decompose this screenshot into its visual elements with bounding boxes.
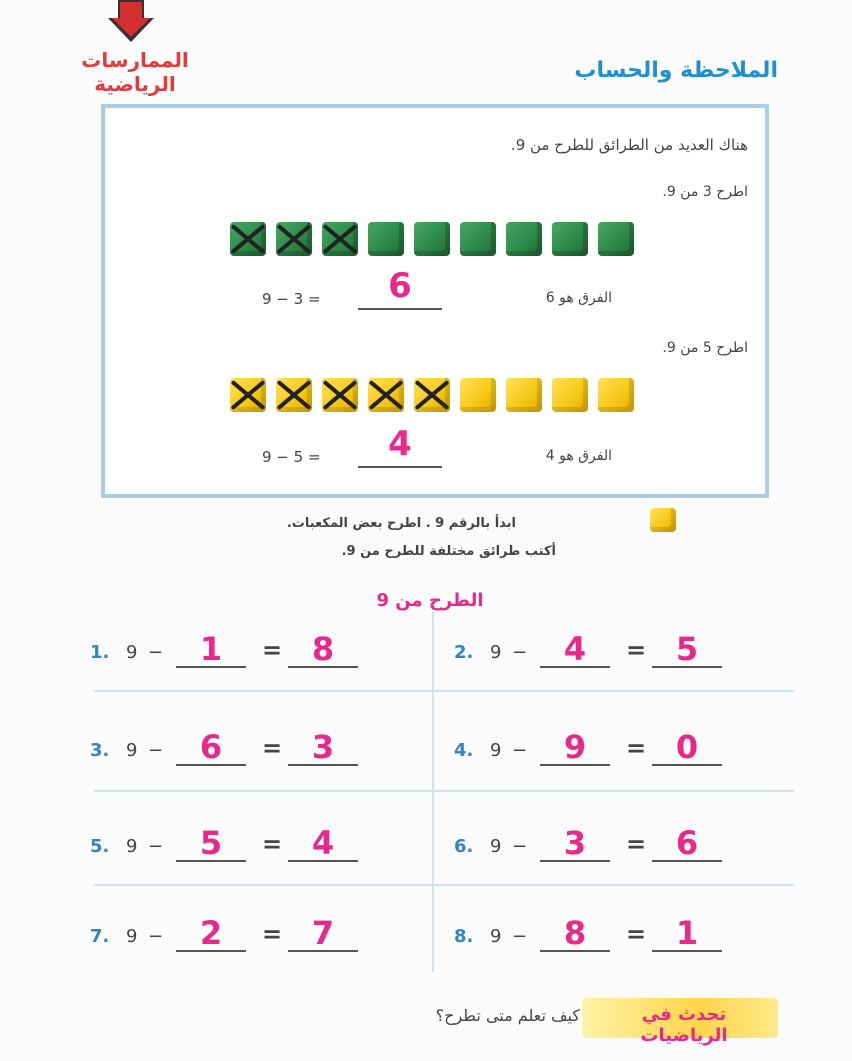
cube bbox=[460, 222, 496, 256]
minuend: 9 bbox=[126, 642, 138, 663]
subtrahend-answer: 2 bbox=[176, 916, 246, 952]
difference-answer: 6 bbox=[652, 826, 722, 862]
crossed-cube bbox=[322, 222, 358, 256]
difference-answer: 0 bbox=[652, 730, 722, 766]
down-arrow-head-fill bbox=[112, 18, 150, 37]
minus-sign: − bbox=[148, 642, 164, 663]
exercise-item bbox=[90, 730, 390, 770]
equals-sign: = bbox=[626, 830, 647, 858]
exercise-number: 7. bbox=[90, 926, 110, 947]
exercise-item bbox=[90, 916, 390, 956]
minus-sign: − bbox=[512, 740, 528, 761]
exercise-item bbox=[454, 916, 754, 956]
exercise-item bbox=[454, 826, 754, 866]
exercise-number: 4. bbox=[454, 740, 474, 761]
minuend: 9 bbox=[490, 926, 502, 947]
row-divider bbox=[94, 690, 794, 692]
cube bbox=[506, 378, 542, 412]
math-practices-label: الممارسات الرياضية bbox=[81, 48, 189, 96]
example2-answer: 4 bbox=[358, 422, 442, 468]
crossed-cube bbox=[230, 378, 266, 412]
minuend: 9 bbox=[126, 740, 138, 761]
example1-difference: الفرق هو 6 bbox=[545, 290, 612, 306]
example2-difference: الفرق هو 4 bbox=[545, 448, 612, 464]
equals-sign: = bbox=[262, 830, 283, 858]
minuend: 9 bbox=[490, 836, 502, 857]
exercise-item bbox=[90, 632, 390, 672]
section-title: الملاحظة والحساب bbox=[574, 58, 778, 83]
yellow-cube-icon bbox=[650, 508, 676, 532]
subtrahend-answer: 1 bbox=[176, 632, 246, 668]
difference-answer: 4 bbox=[288, 826, 358, 862]
crossed-cube bbox=[322, 378, 358, 412]
minuend: 9 bbox=[126, 836, 138, 857]
example2-equation: 9 − 5 = bbox=[262, 448, 321, 466]
difference-answer: 7 bbox=[288, 916, 358, 952]
talk-math-question: كيف تعلم متى تطرح؟ bbox=[435, 1006, 580, 1025]
difference-answer: 1 bbox=[652, 916, 722, 952]
example1-equation: 9 − 3 = bbox=[262, 290, 321, 308]
cube bbox=[460, 378, 496, 412]
minuend: 9 bbox=[126, 926, 138, 947]
column-divider bbox=[432, 612, 434, 972]
example1-answer: 6 bbox=[358, 264, 442, 310]
crossed-cube bbox=[230, 222, 266, 256]
down-arrow-icon bbox=[118, 0, 144, 20]
difference-answer: 5 bbox=[652, 632, 722, 668]
minuend: 9 bbox=[490, 740, 502, 761]
crossed-cube bbox=[368, 378, 404, 412]
subtrahend-answer: 5 bbox=[176, 826, 246, 862]
equals-sign: = bbox=[262, 734, 283, 762]
difference-answer: 3 bbox=[288, 730, 358, 766]
example2-instruction: اطرح 5 من 9. bbox=[662, 340, 748, 356]
equals-sign: = bbox=[626, 920, 647, 948]
exercise-item bbox=[90, 826, 390, 866]
crossed-cube bbox=[276, 378, 312, 412]
intro-text: هناك العديد من الطرائق للطرح من 9. bbox=[510, 136, 748, 154]
subtrahend-answer: 8 bbox=[540, 916, 610, 952]
exercise-number: 8. bbox=[454, 926, 474, 947]
exercise-number: 5. bbox=[90, 836, 110, 857]
exercise-number: 6. bbox=[454, 836, 474, 857]
exercise-number: 1. bbox=[90, 642, 110, 663]
crossed-cube bbox=[414, 378, 450, 412]
cube bbox=[368, 222, 404, 256]
equals-sign: = bbox=[262, 636, 283, 664]
minus-sign: − bbox=[148, 926, 164, 947]
talk-math-label: تحدث في الرياضيات bbox=[640, 1004, 728, 1046]
row-divider bbox=[94, 884, 794, 886]
directions-line2: أكتب طرائق مختلفة للطرح من 9. bbox=[341, 544, 556, 559]
exercise-item bbox=[454, 730, 754, 770]
cube bbox=[506, 222, 542, 256]
exercises-title: الطرح من 9 bbox=[376, 590, 484, 611]
subtrahend-answer: 9 bbox=[540, 730, 610, 766]
subtrahend-answer: 4 bbox=[540, 632, 610, 668]
exercise-number: 2. bbox=[454, 642, 474, 663]
cube bbox=[598, 222, 634, 256]
minus-sign: − bbox=[512, 926, 528, 947]
minuend: 9 bbox=[490, 642, 502, 663]
subtrahend-answer: 3 bbox=[540, 826, 610, 862]
exercise-item bbox=[454, 632, 754, 672]
minus-sign: − bbox=[148, 740, 164, 761]
directions-line1: ابدأ بالرقم 9 . اطرح بعض المكعبات. bbox=[286, 516, 516, 531]
equals-sign: = bbox=[626, 734, 647, 762]
equals-sign: = bbox=[626, 636, 647, 664]
subtrahend-answer: 6 bbox=[176, 730, 246, 766]
equals-sign: = bbox=[262, 920, 283, 948]
difference-answer: 8 bbox=[288, 632, 358, 668]
crossed-cube bbox=[276, 222, 312, 256]
cube bbox=[598, 378, 634, 412]
minus-sign: − bbox=[148, 836, 164, 857]
minus-sign: − bbox=[512, 642, 528, 663]
cube bbox=[414, 222, 450, 256]
example1-instruction: اطرح 3 من 9. bbox=[662, 184, 748, 200]
cube bbox=[552, 222, 588, 256]
exercise-number: 3. bbox=[90, 740, 110, 761]
cube bbox=[552, 378, 588, 412]
minus-sign: − bbox=[512, 836, 528, 857]
row-divider bbox=[94, 790, 794, 792]
